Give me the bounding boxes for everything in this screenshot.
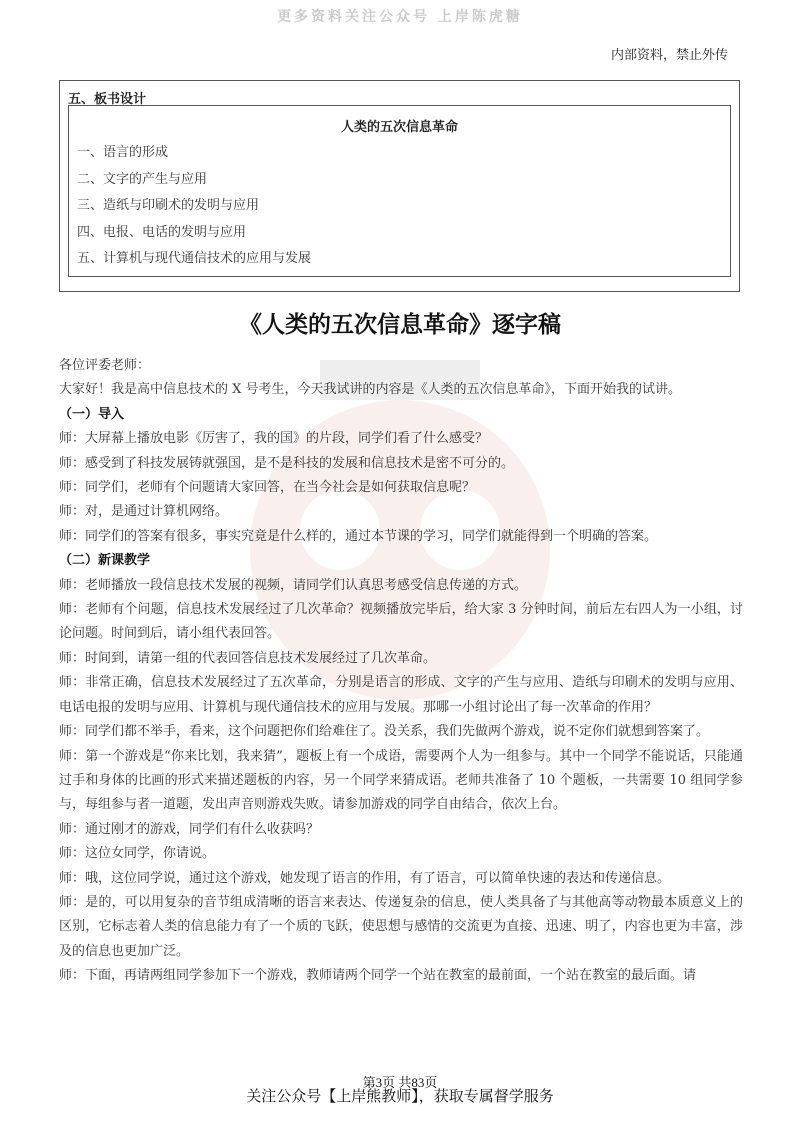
document-title: 《人类的五次信息革命》逐字稿 — [239, 311, 561, 338]
transcript-body — [59, 354, 743, 989]
section-heading: 五、板书设计 — [68, 92, 147, 107]
section-subheading: （二）新课教学 — [59, 553, 151, 569]
transcript-paragraph: 师：老师播放一段信息技术发展的视频，请同学们认真思考感受信息传递的方式。 — [59, 577, 528, 593]
transcript-paragraph: 师：老师有个问题，信息技术发展经过了几次革命？视频播放完毕后，给大家 3 分钟时间，前后左右四人为一小组，讨论问题。时间到后，请小组代表回答。 — [59, 602, 743, 642]
transcript-paragraph: 师：哦，这位同学说，通过这个游戏，她发现了语言的作用，有了语言，可以简单快速的表达和传递信息。 — [59, 870, 671, 886]
transcript-paragraph: 师：第一个游戏是“你来比划，我来猜”，题板上有一个成语，需要两个人为一组参与。其中一个同学不能说话，只能通过手和身体的比画的形式来描述题板的内容，另一个同学来猜成语。老师共准备了 10 个题板，一共需要 10 组同学参与，每组参与者一道题，发出声音则游戏失败。请参加游戏的同学自由结合，依次上台。 — [59, 748, 743, 813]
outline-item: 三、造纸与印刷术的发明与应用 — [77, 198, 260, 213]
transcript-paragraph: 师：通过刚才的游戏，同学们有什么收获吗？ — [59, 821, 320, 837]
outline-item: 四、电报、电话的发明与应用 — [77, 224, 247, 240]
transcript-paragraph: 各位评委老师： — [59, 358, 151, 373]
section-subheading: （一）导入 — [59, 406, 125, 422]
board-outline — [77, 140, 311, 273]
transcript-paragraph: 师：同学们的答案有很多，事实究竟是什么样的，通过本节课的学习，同学们就能得到一个明确的答案。 — [59, 528, 658, 544]
transcript-paragraph: 师：时间到，请第一组的代表回答信息技术发展经过了几次革命。 — [59, 650, 437, 666]
board-design-section — [59, 80, 740, 292]
footer-note: 关注公众号【上岸熊教师】，获取专属督学服务 — [246, 1088, 554, 1105]
confidential-notice: 内部资料，禁止外传 — [610, 48, 728, 63]
top-watermark: 更多资料关注公众号 上岸陈虎糖 — [277, 9, 523, 25]
transcript-paragraph: 师：大屏幕上播放电影《厉害了，我的国》的片段，同学们看了什么感受？ — [59, 431, 489, 447]
page-number: 第3页 共83页 — [362, 1075, 438, 1090]
outline-item: 五、计算机与现代通信技术的应用与发展 — [77, 251, 312, 266]
transcript-paragraph: 大家好！我是高中信息技术的 X 号考生，今天我试讲的内容是《人类的五次信息革命》，下面开始我的试讲。 — [59, 382, 682, 398]
outline-item: 二、文字的产生与应用 — [77, 171, 208, 187]
transcript-paragraph: 师：下面，再请两组同学参加下一个游戏，教师请两个同学一个站在教室的最前面，一个站在教室的最后面。请 — [59, 968, 697, 984]
transcript-paragraph: 师：感受到了科技发展铸就强国，是不是科技的发展和信息技术是密不可分的。 — [59, 455, 515, 471]
outline-item: 一、语言的形成 — [77, 145, 169, 160]
transcript-paragraph: 师：同学们都不举手，看来，这个问题把你们给难住了。没关系，我们先做两个游戏，说不定你们就想到答案了。 — [59, 724, 710, 740]
transcript-paragraph: 师：非常正确，信息技术发展经过了五次革命，分别是语言的形成、文字的产生与应用、造纸与印刷术的发明与应用、电话电报的发明与应用、计算机与现代通信技术的应用与发展。那哪一小组讨论出了每一次革命的作用？ — [59, 675, 743, 715]
transcript-paragraph: 师：对，是通过计算机网络。 — [59, 504, 229, 520]
board-design-box — [68, 105, 731, 277]
transcript-paragraph: 师：同学们，老师有个问题请大家回答，在当今社会是如何获取信息呢？ — [59, 480, 476, 496]
transcript-paragraph: 师：这位女同学，你请说。 — [59, 846, 216, 862]
board-title: 人类的五次信息革命 — [340, 120, 458, 135]
transcript-paragraph: 师：是的，可以用复杂的音节组成清晰的语言来表达、传递复杂的信息，使人类具备了与其他高等动物最本质意义上的区别，它标志着人类的信息能力有了一个质的飞跃，使思想与感情的交流更为直接、迅速、明了，内容也更为丰富，涉及的信息也更加广泛。 — [59, 894, 743, 959]
